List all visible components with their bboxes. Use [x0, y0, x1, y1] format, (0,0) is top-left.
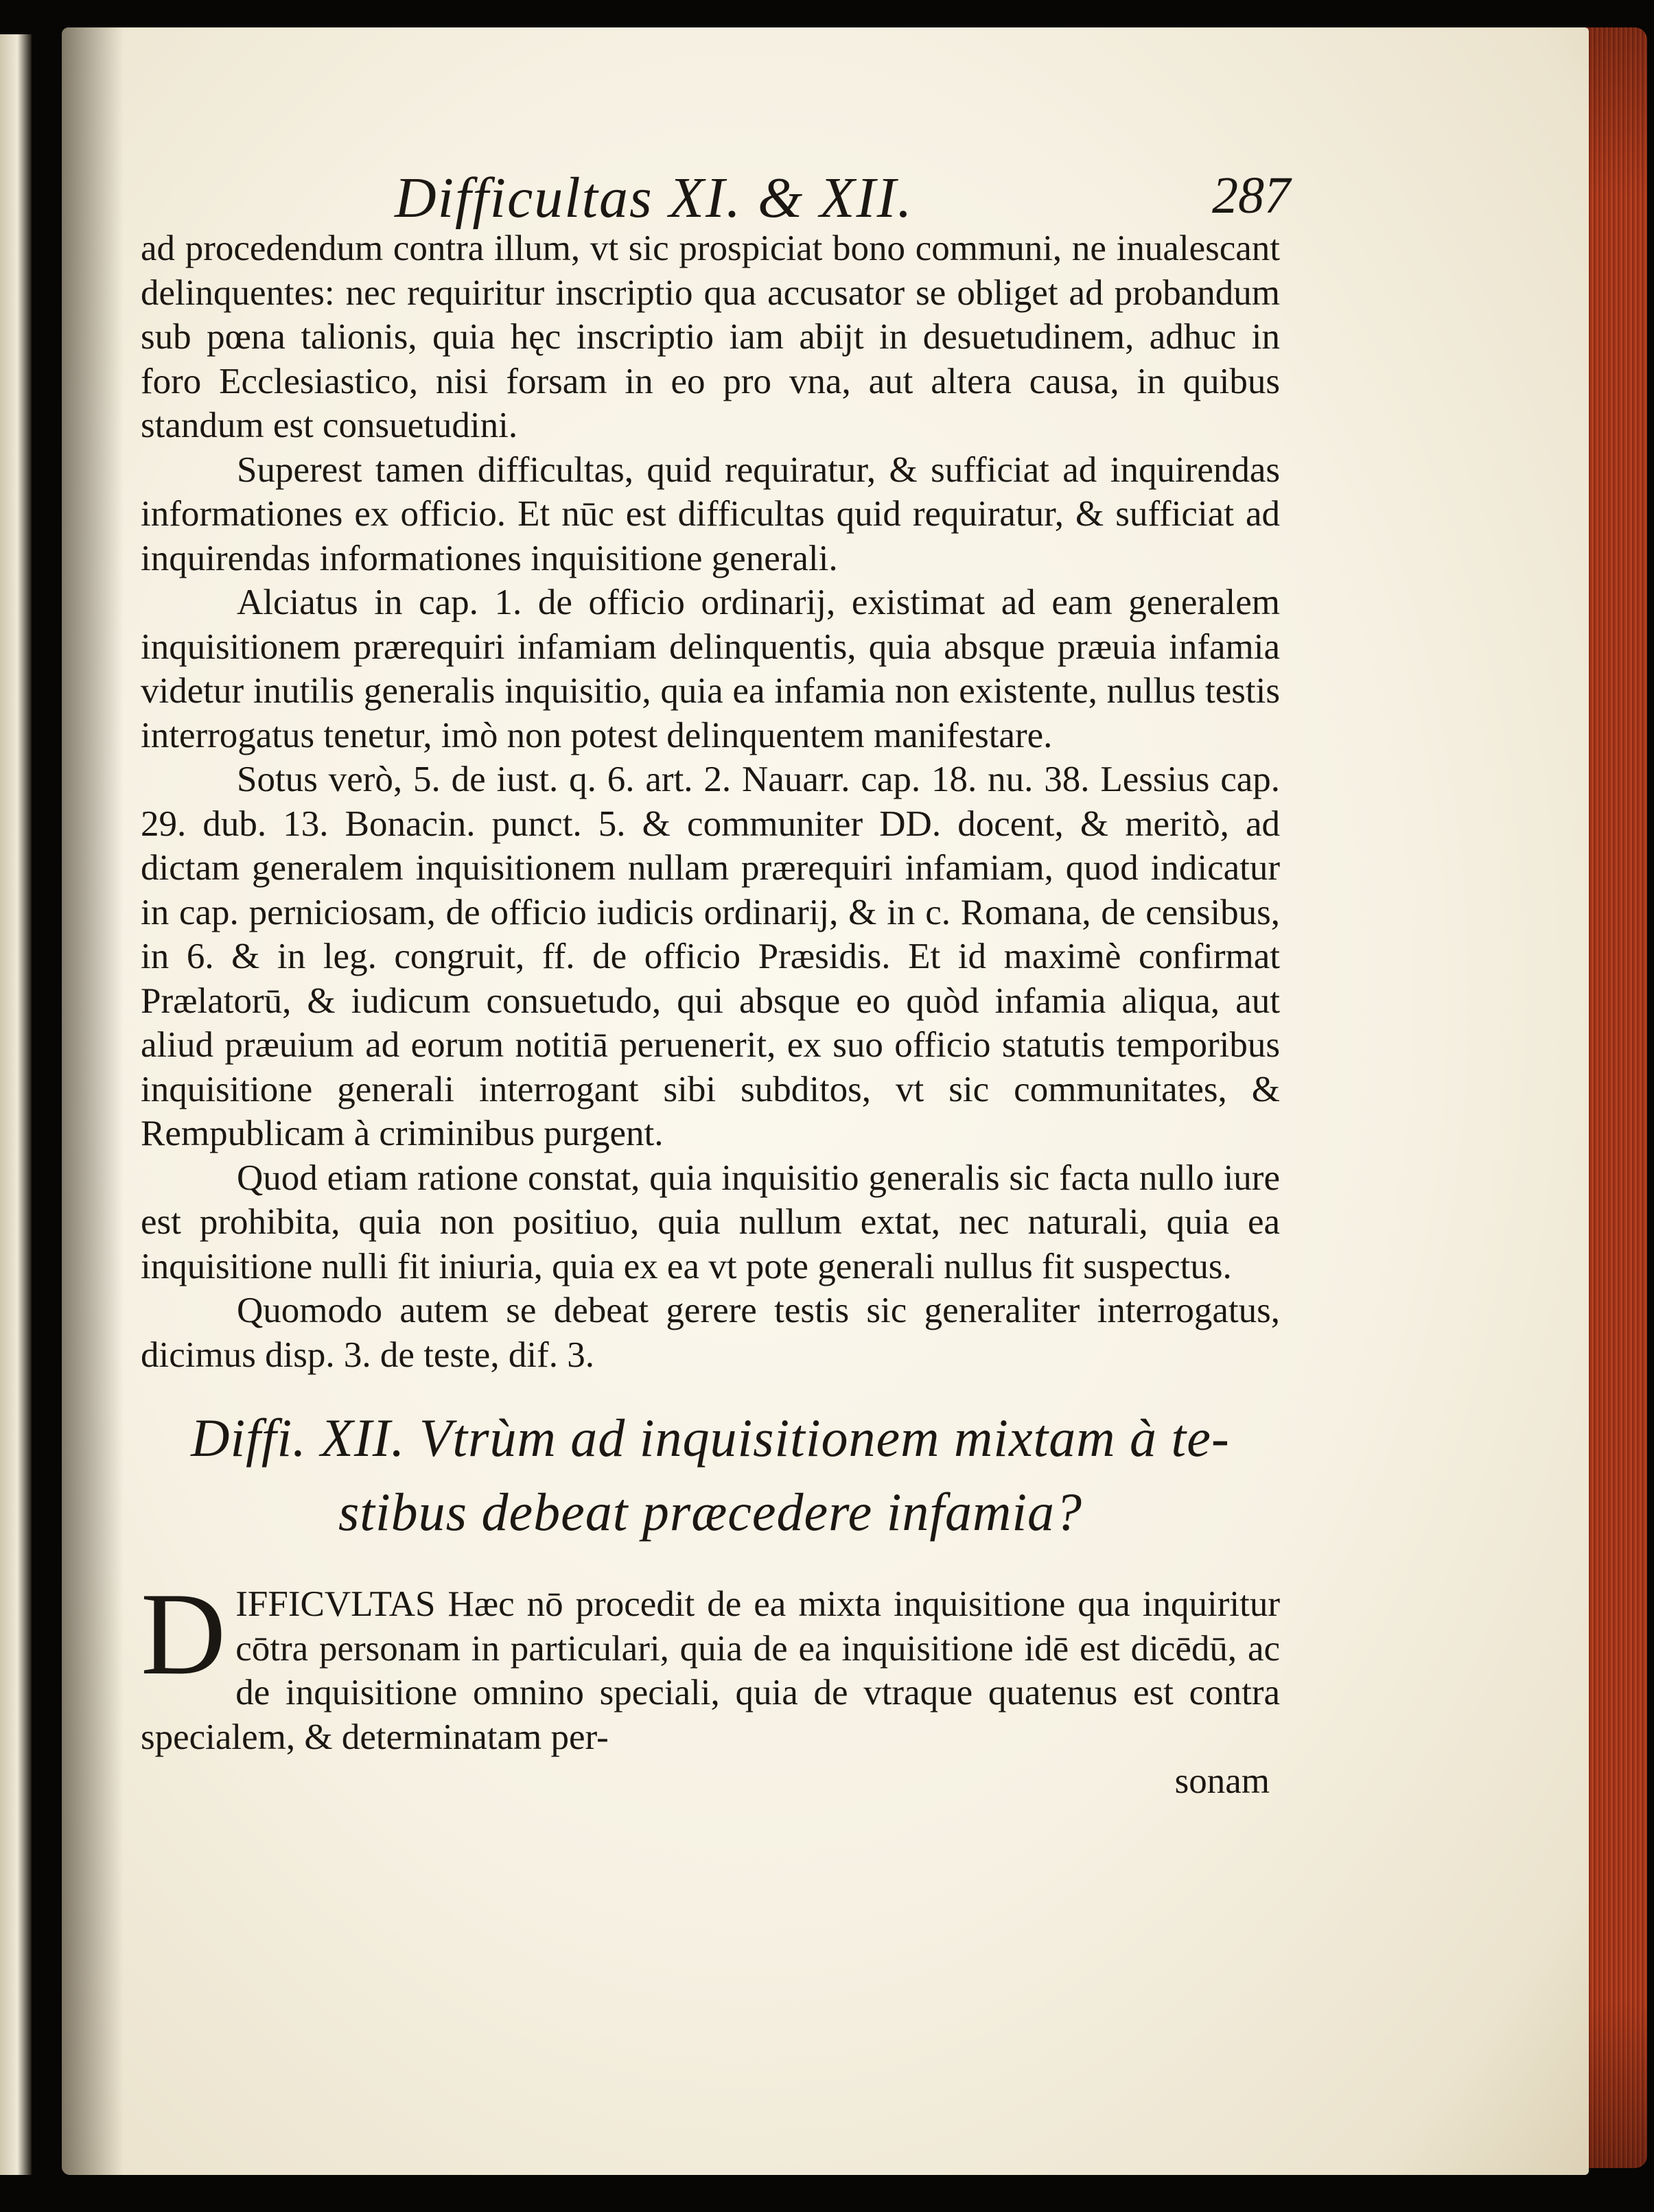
- text-block: [141, 151, 1290, 1804]
- paragraph-3: Alciatus in cap. 1. de officio ordinarij, existimat ad eam generalem inquisitionem prærequiri infamiam delinquentis, quia absque præuia infamia videtur inutilis generalis inquisitio, quia ea infamia non existente, nullus testis interrogatus tenetur, imò non potest delinquentem manifestare.: [141, 583, 1280, 755]
- catchword: sonam: [1174, 1761, 1270, 1801]
- section-heading-line-1: Diffi. XII. Vtrùm ad inquisitionem mixtam à te-: [191, 1408, 1230, 1468]
- body-text: [141, 226, 1280, 1377]
- section-opening-paragraph: [141, 1569, 1280, 1759]
- drop-cap: D: [141, 1569, 226, 1699]
- paragraph-5: Quod etiam ratione constat, quia inquisitio generalis sic facta nullo iure est prohibita, quia non positiuo, quia nullum extat, nec naturali, quia ea inquisitione nulli fit iniuria, quia ex ea vt pote generali nullus fit suspectus.: [141, 1157, 1280, 1286]
- page-number: 287: [1212, 167, 1290, 224]
- paragraph-2: Superest tamen difficultas, quid requiratur, & sufficiat ad inquirendas informationes ex officio. Et nūc est difficultas quid requiratur, & sufficiat ad inquirendas informationes inquisitione generali.: [141, 449, 1280, 578]
- running-title: Difficultas XI. & XII.: [395, 166, 913, 230]
- running-head: [141, 151, 1290, 230]
- paragraph-1: ad procedendum contra illum, vt sic prospiciat bono communi, ne inualescant delinquentes: nec requiritur inscriptio qua accusator se obliget ad probandum sub pœna talionis, quia hęc inscriptio iam abijt in desuetudinem, adhuc in foro Ecclesiastico, nisi forsam in eo pro vna, aut altera causa, in quibus standum est consuetudini.: [141, 228, 1280, 445]
- paragraph-4: Sotus verò, 5. de iust. q. 6. art. 2. Nauarr. cap. 18. nu. 38. Lessius cap. 29. dub. 13. Bonacin. punct. 5. & communiter DD. docent, & meritò, ad dictam generalem inquisitionem nullam prærequiri infamiam, quod indicatur in cap. perniciosam, de officio iudicis ordinarij, & in c. Romana, de censibus, in 6. & in leg. congruit, ff. de officio Præsidis. Et id maximè confirmat Prælatorū, & iudicum consuetudo, qui absque eo quòd infamia aliqua, aut aliud præuium ad eorum notitiā peruenerit, ex suo officio statutis temporibus inquisitione generali interrogant sibi subditos, vt sic communitates, & Rempublicam à criminibus purgent.: [141, 760, 1280, 1153]
- section-heading-line-2: stibus debeat præcedere infamia?: [338, 1482, 1083, 1542]
- facing-page-edge: [0, 34, 32, 2175]
- section-opening-text: Hæc nō procedit de ea mixta inquisitione qua inquiritur cōtra personam in particulari, quia de ea inquisitione idē est dicēdū, ac de inquisitione omnino speciali, quia de vtraque quatenus est contra specialem, & determinatam per-: [141, 1584, 1280, 1757]
- smallcaps-word: IFFICVLTAS: [235, 1584, 436, 1624]
- paragraph-6: Quomodo autem se debeat gerere testis sic generaliter interrogatus, dicimus disp. 3. de teste, dif. 3.: [141, 1291, 1280, 1375]
- section-heading: [141, 1401, 1280, 1549]
